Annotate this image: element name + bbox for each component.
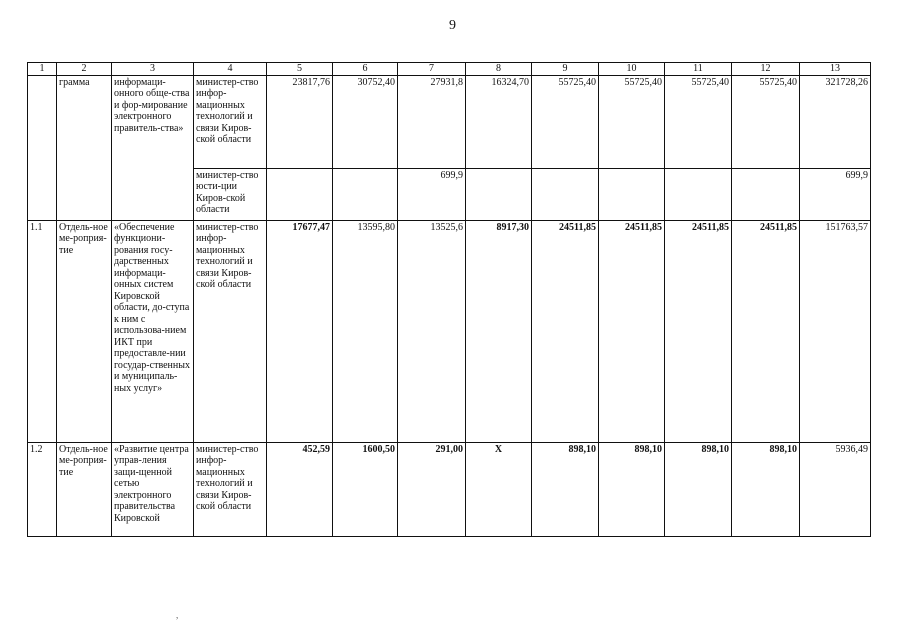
table-row [28, 75, 871, 168]
responsible-cell: министер-ство юсти-ции Киров-ской области [194, 168, 267, 220]
value-cell [532, 168, 599, 220]
value-cell: 55725,40 [532, 75, 599, 168]
value-cell: 27931,8 [398, 75, 466, 168]
value-cell: 55725,40 [665, 75, 732, 168]
scan-mark: , [176, 610, 179, 620]
value-cell: 55725,40 [732, 75, 800, 168]
row-number-cell [28, 75, 57, 220]
value-cell [599, 168, 665, 220]
responsible-cell: министер-ство инфор-мационных технологий и связи Киров-ской области [194, 75, 267, 168]
row-number-cell: 1.2 [28, 442, 57, 536]
value-cell: 23817,76 [267, 75, 333, 168]
value-cell [333, 168, 398, 220]
row-number-cell: 1.1 [28, 220, 57, 442]
value-cell [665, 168, 732, 220]
value-cell: 898,10 [732, 442, 800, 536]
value-cell: 5936,49 [800, 442, 871, 536]
value-cell: 24511,85 [532, 220, 599, 442]
column-number: 11 [665, 63, 732, 76]
value-cell: 24511,85 [732, 220, 800, 442]
value-cell: 13525,6 [398, 220, 466, 442]
value-cell: Х [466, 442, 532, 536]
table-row [28, 442, 871, 536]
column-number: 7 [398, 63, 466, 76]
value-cell: 8917,30 [466, 220, 532, 442]
value-cell [267, 168, 333, 220]
row-type-cell: Отдель-ное ме-роприя-тие [57, 220, 112, 442]
value-cell: 699,9 [800, 168, 871, 220]
column-number: 6 [333, 63, 398, 76]
column-number: 4 [194, 63, 267, 76]
value-cell: 321728,26 [800, 75, 871, 168]
value-cell: 291,00 [398, 442, 466, 536]
column-number: 3 [112, 63, 194, 76]
value-cell [732, 168, 800, 220]
column-number: 12 [732, 63, 800, 76]
value-cell: 55725,40 [599, 75, 665, 168]
column-number: 2 [57, 63, 112, 76]
responsible-cell: министер-ство инфор-мационных технологий и связи Киров-ской области [194, 442, 267, 536]
value-cell: 30752,40 [333, 75, 398, 168]
column-number: 5 [267, 63, 333, 76]
value-cell: 17677,47 [267, 220, 333, 442]
value-cell: 898,10 [599, 442, 665, 536]
value-cell: 898,10 [665, 442, 732, 536]
row-type-cell: грамма [57, 75, 112, 220]
value-cell: 452,59 [267, 442, 333, 536]
value-cell: 24511,85 [599, 220, 665, 442]
table-row [28, 220, 871, 442]
column-numbers-row [28, 63, 871, 76]
value-cell: 16324,70 [466, 75, 532, 168]
column-number: 1 [28, 63, 57, 76]
row-title-cell: «Обеспечение функциони-рования госу-дарственных информаци-онных систем Кировской области, до-ступа к ним с использова-нием ИКТ при предоставле-нии государ-ственных и муниципаль-ных услуг» [112, 220, 194, 442]
value-cell: 13595,80 [333, 220, 398, 442]
responsible-cell: министер-ство инфор-мационных технологий и связи Киров-ской области [194, 220, 267, 442]
row-type-cell: Отдель-ное ме-роприя-тие [57, 442, 112, 536]
column-number: 13 [800, 63, 871, 76]
value-cell: 151763,57 [800, 220, 871, 442]
value-cell: 24511,85 [665, 220, 732, 442]
budget-table [27, 62, 871, 537]
page-number: 9 [449, 18, 456, 33]
value-cell [466, 168, 532, 220]
column-number: 8 [466, 63, 532, 76]
row-title-cell: «Развитие центра управ-ления защи-щенной сетью электронного правительства Кировской [112, 442, 194, 536]
column-number: 9 [532, 63, 599, 76]
value-cell: 1600,50 [333, 442, 398, 536]
column-number: 10 [599, 63, 665, 76]
value-cell: 699,9 [398, 168, 466, 220]
row-title-cell: информаци-онного обще-ства и фор-мирование электронного правитель-ства» [112, 75, 194, 220]
value-cell: 898,10 [532, 442, 599, 536]
